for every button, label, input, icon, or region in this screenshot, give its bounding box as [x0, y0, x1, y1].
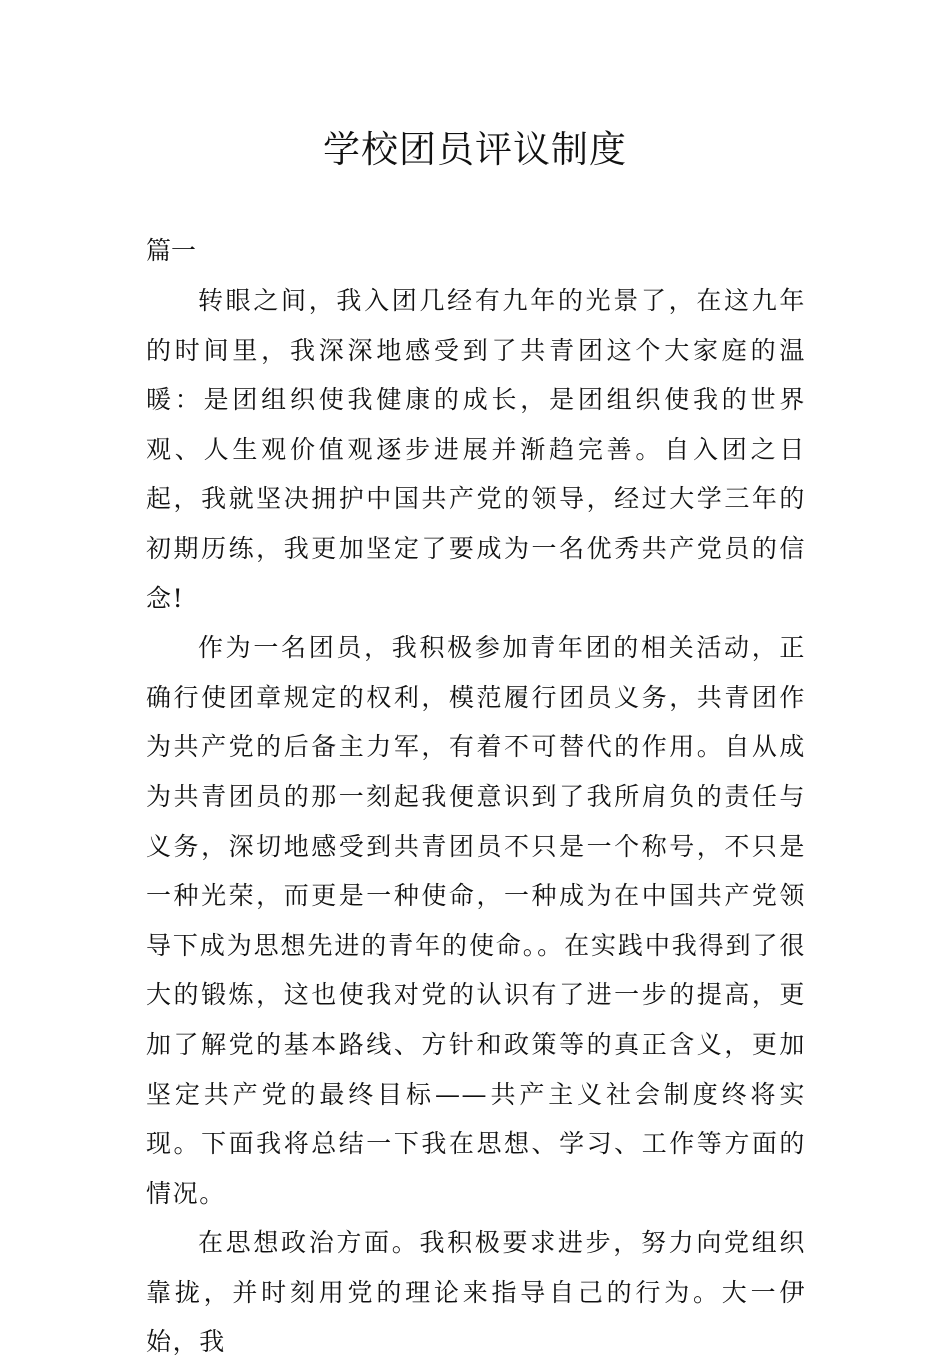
paragraph-3: 在思想政治方面。我积极要求进步，努力向党组织靠拢，并时刻用党的理论来指导自己的行为。大一伊始，我	[146, 1228, 806, 1357]
document-title: 学校团员评议制度	[323, 128, 627, 171]
paragraph-2: 作为一名团员，我积极参加青年团的相关活动，正确行使团章规定的权利，模范履行团员义务，共青团作为共产党的后备主力军，有着不可替代的作用。自从成为共青团员的那一刻起我便意识到了我所肩负的责任与义务，深切地感受到共青团员不只是一个称号，不只是一种光荣，而更是一种使命，一种成为在中国共产党领导下成为思想先进的青年的使命。。在实践中我得到了很大的锻炼，这也使我对党的认识有了进一步的提高，更加了解党的基本路线、方针和政策等的真正含义，更加坚定共产党的最终目标——共产主义社会制度终将实现。下面我将总结一下我在思想、学习、工作等方面的情况。	[146, 633, 806, 1208]
paragraph-1: 转眼之间，我入团几经有九年的光景了，在这九年的时间里，我深深地感受到了共青团这个大家庭的温暖：是团组织使我健康的成长，是团组织使我的世界观、人生观价值观逐步进展并渐趋完善。自入团之日起，我就坚决拥护中国共产党的领导，经过大学三年的初期历练，我更加坚定了要成为一名优秀共产党员的信念!	[146, 286, 806, 613]
section-label: 篇一	[146, 236, 197, 265]
document-body	[146, 276, 806, 1367]
